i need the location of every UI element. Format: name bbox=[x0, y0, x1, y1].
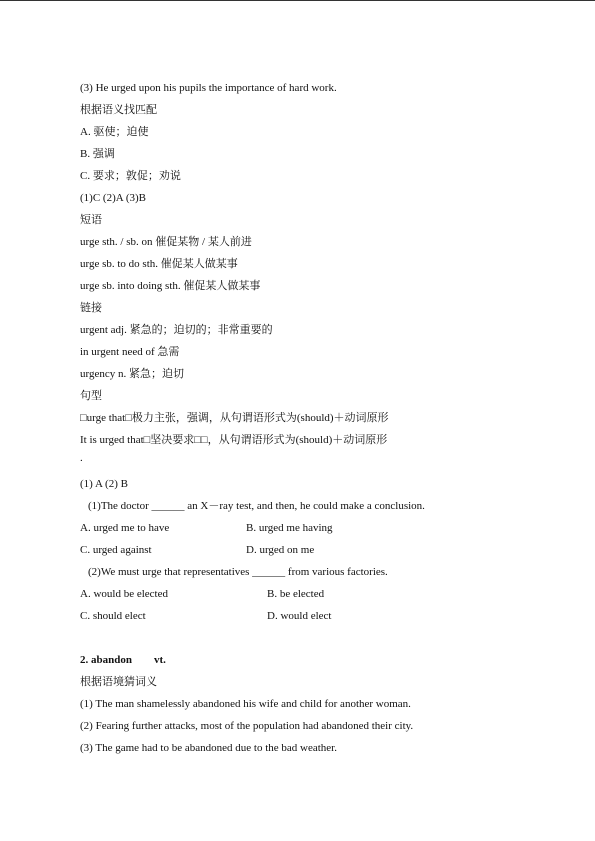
question-2-option-c: C. should elect bbox=[80, 610, 146, 622]
question-2-options-row-1 bbox=[80, 583, 560, 605]
link-3: urgency n. 紧急；迫切 bbox=[80, 368, 184, 380]
question-2-option-b: B. be elected bbox=[267, 588, 325, 600]
matching-answers: (1)C (2)A (3)B bbox=[80, 192, 146, 204]
question-2-option-d: D. would elect bbox=[267, 610, 332, 622]
phrase-2: urge sb. to do sth. 催促某人做某事 bbox=[80, 258, 238, 270]
section-spacer bbox=[80, 627, 560, 649]
section-2-sentence-2: (2) Fearing further attacks, most of the population had abandoned their city. bbox=[80, 720, 414, 732]
document-body bbox=[80, 77, 560, 759]
question-1-option-a: A. urged me to have bbox=[80, 522, 170, 534]
links-heading: 链接 bbox=[80, 302, 102, 314]
link-1: urgent adj. 紧急的；迫切的；非常重要的 bbox=[80, 324, 273, 336]
question-1-option-d: D. urged on me bbox=[246, 544, 315, 556]
question-1-options-row-2 bbox=[80, 539, 560, 561]
question-1-option-b: B. urged me having bbox=[246, 522, 333, 534]
example-sentence-3: (3) He urged upon his pupils the importance of hard work. bbox=[80, 82, 337, 94]
meaning-option-c: C. 要求；敦促；劝说 bbox=[80, 170, 181, 182]
meaning-option-b: B. 强调 bbox=[80, 148, 115, 160]
question-2-option-a: A. would be elected bbox=[80, 588, 168, 600]
question-2-stem: (2)We must urge that representatives ______ from various factories. bbox=[88, 566, 388, 578]
section-2-sentence-3: (3) The game had to be abandoned due to the bad weather. bbox=[80, 742, 337, 754]
phrase-1: urge sth. / sb. on 催促某物 / 某人前进 bbox=[80, 236, 252, 248]
matching-instruction: 根据语义找匹配 bbox=[80, 104, 157, 116]
stray-period: . bbox=[80, 452, 83, 464]
section-2-sentence-1: (1) The man shamelessly abandoned his wife and child for another woman. bbox=[80, 698, 411, 710]
question-2-options-row-2 bbox=[80, 605, 560, 627]
exercise-answers: (1) A (2) B bbox=[80, 478, 128, 490]
link-2: in urgent need of 急需 bbox=[80, 346, 180, 358]
question-1-stem: (1)The doctor ______ an X－ray test, and then, he could make a conclusion. bbox=[88, 500, 425, 512]
phrase-3: urge sb. into doing sth. 催促某人做某事 bbox=[80, 280, 261, 292]
section-2-heading: 2. abandon vt. bbox=[80, 654, 166, 666]
question-1-option-c: C. urged against bbox=[80, 544, 152, 556]
sentence-pattern-2: It is urged that□坚决要求□□，从句谓语形式为(should)＋动词原形 bbox=[80, 434, 388, 446]
meaning-option-a: A. 驱使；迫使 bbox=[80, 126, 149, 138]
phrases-heading: 短语 bbox=[80, 214, 102, 226]
question-1-options-row-1 bbox=[80, 517, 560, 539]
section-2-instruction: 根据语境猜词义 bbox=[80, 676, 157, 688]
sentence-pattern-heading: 句型 bbox=[80, 390, 102, 402]
header-rule bbox=[0, 0, 595, 1]
sentence-pattern-1: □urge that□极力主张，强调，从句谓语形式为(should)＋动词原形 bbox=[80, 412, 389, 424]
